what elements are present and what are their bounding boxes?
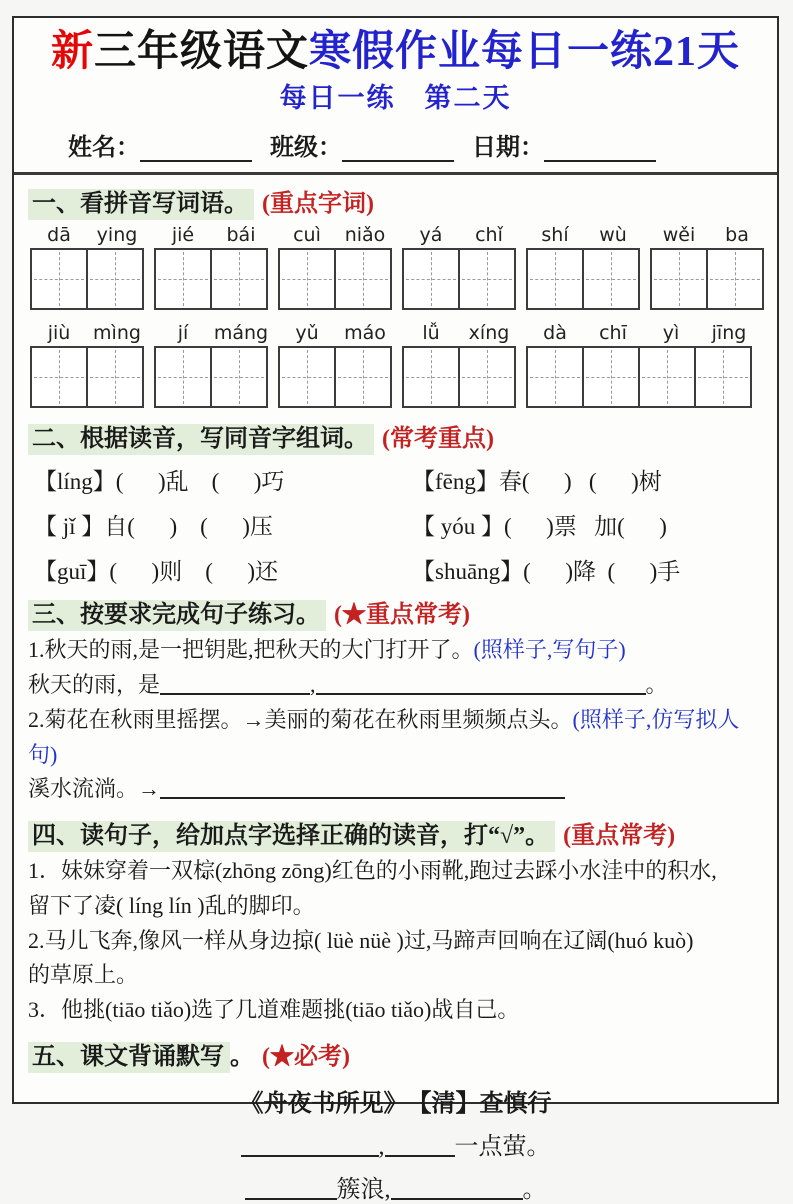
pinyin-word-group bbox=[402, 222, 518, 310]
text-line bbox=[28, 1169, 763, 1204]
section-text-recitation bbox=[28, 1036, 763, 1204]
section-heading bbox=[28, 1036, 763, 1071]
writing-cell bbox=[156, 250, 212, 308]
pinyin-labels bbox=[30, 222, 146, 248]
text-segment: 的草原上。 bbox=[28, 962, 139, 988]
pinyin-labels bbox=[154, 320, 270, 346]
pinyin-word-group bbox=[30, 320, 146, 408]
page-title bbox=[28, 28, 763, 76]
writing-box bbox=[278, 346, 392, 408]
date-field bbox=[472, 127, 656, 162]
text-line bbox=[28, 1126, 763, 1161]
text-segment: (tiāo tiǎo)选了几道难题 bbox=[105, 997, 324, 1023]
name-field bbox=[68, 127, 252, 162]
pinyin-word-group bbox=[154, 320, 270, 408]
writing-cell bbox=[336, 348, 390, 406]
pinyin-labels bbox=[154, 222, 270, 248]
pinyin-row bbox=[30, 222, 763, 310]
text-segment: 。 bbox=[645, 672, 668, 698]
writing-cell bbox=[88, 250, 142, 308]
section-heading-text: 四、读句子，给加点字选择正确的读音，打“√”。 bbox=[28, 821, 555, 852]
text-segment: 秋天的雨，是 bbox=[28, 672, 161, 698]
writing-cell bbox=[708, 250, 762, 308]
text-segment: 簇浪, bbox=[336, 1176, 391, 1203]
text-segment: 。 bbox=[522, 1176, 547, 1203]
pinyin-labels bbox=[526, 320, 758, 346]
pinyin-label: yá bbox=[419, 224, 443, 247]
text-segment: 留下了 bbox=[28, 892, 95, 918]
writing-cell bbox=[528, 348, 584, 406]
writing-cell bbox=[460, 348, 514, 406]
pinyin-label: jí bbox=[177, 322, 189, 345]
header-divider bbox=[14, 172, 777, 175]
text-line bbox=[28, 703, 763, 773]
pinyin-label: jiù bbox=[47, 322, 71, 345]
section-pronunciation-choice bbox=[28, 815, 763, 1028]
writing-cell bbox=[88, 348, 142, 406]
writing-cell bbox=[32, 348, 88, 406]
text-line bbox=[28, 924, 763, 959]
pinyin-label: shí bbox=[541, 224, 569, 247]
pinyin-label: yǔ bbox=[295, 322, 319, 345]
writing-box bbox=[278, 248, 392, 310]
writing-cell bbox=[280, 250, 336, 308]
pinyin-label: yì bbox=[662, 322, 680, 345]
text-segment: (照样子,仿写拟人句) bbox=[28, 706, 740, 767]
pinyin-labels bbox=[30, 320, 146, 346]
pinyin-labels bbox=[278, 222, 394, 248]
section-heading bbox=[28, 815, 763, 850]
section-heading bbox=[28, 594, 763, 629]
pinyin-word-group bbox=[278, 222, 394, 310]
text-line bbox=[28, 889, 763, 924]
pinyin-word-group bbox=[650, 222, 766, 310]
pinyin-label: mìng bbox=[93, 322, 141, 345]
pinyin-label: niǎo bbox=[344, 224, 386, 247]
write-in-blank bbox=[140, 134, 252, 162]
pinyin-row bbox=[30, 320, 763, 408]
pinyin-word-group bbox=[154, 222, 270, 310]
pinyin-labels bbox=[278, 320, 394, 346]
pinyin-label: xíng bbox=[468, 322, 510, 345]
section-sentence-practice bbox=[28, 594, 763, 807]
section-tag: (★重点常考) bbox=[334, 602, 470, 629]
writing-cell bbox=[32, 250, 88, 308]
text-segment: 2.菊花在秋雨里摇摆。→美丽的菊花在秋雨里频频点头。 bbox=[28, 706, 573, 732]
section-homophones bbox=[28, 418, 763, 586]
pinyin-labels bbox=[402, 222, 518, 248]
write-in-blank bbox=[544, 134, 656, 162]
section-tag: (重点常考) bbox=[563, 823, 676, 850]
pinyin-writing-grid bbox=[28, 222, 763, 408]
text-segment: ( lüè nüè )过,马蹄声回响在辽 bbox=[314, 927, 586, 953]
class-field bbox=[270, 127, 454, 162]
writing-box bbox=[30, 248, 144, 310]
writing-box bbox=[650, 248, 764, 310]
pinyin-label: ba bbox=[725, 224, 749, 247]
pinyin-label: máng bbox=[213, 322, 269, 345]
text-segment: (huó kuò) bbox=[607, 927, 694, 953]
writing-cell bbox=[652, 250, 708, 308]
section-heading bbox=[28, 418, 763, 453]
writing-cell bbox=[280, 348, 336, 406]
writing-box bbox=[154, 346, 268, 408]
page-subtitle: 每日一练 第二天 bbox=[279, 83, 512, 114]
writing-cell bbox=[696, 348, 750, 406]
pinyin-label: dā bbox=[47, 224, 71, 247]
text-segment: 1.秋天的雨,是一把钥匙,把秋天的大门打开了。 bbox=[28, 637, 474, 663]
write-in-blank bbox=[316, 672, 646, 695]
writing-box bbox=[526, 346, 752, 408]
sentence-lines bbox=[28, 633, 763, 807]
pinyin-label: chī bbox=[599, 322, 627, 345]
section-heading-text: 一、看拼音写词语。 bbox=[28, 189, 254, 220]
pronunciation-lines bbox=[28, 854, 763, 1028]
writing-cell bbox=[460, 250, 514, 308]
text-segment: ( líng lín )乱的脚印。 bbox=[116, 892, 315, 918]
section-heading-text: 三、按要求完成句子练习。 bbox=[28, 600, 326, 631]
pinyin-label: wěi bbox=[662, 224, 696, 247]
section-tag: (常考重点) bbox=[382, 426, 494, 453]
writing-cell bbox=[640, 348, 696, 406]
text-line bbox=[28, 993, 763, 1028]
pinyin-word-group bbox=[30, 222, 146, 310]
pinyin-label: dà bbox=[543, 322, 567, 345]
writing-cell bbox=[404, 250, 460, 308]
write-in-blank bbox=[385, 1132, 455, 1157]
text-line bbox=[28, 668, 763, 703]
pinyin-label: jīng bbox=[711, 322, 747, 345]
text-line bbox=[28, 772, 763, 807]
pinyin-label: chǐ bbox=[475, 224, 503, 247]
writing-cell bbox=[212, 348, 266, 406]
writing-cell bbox=[528, 250, 584, 308]
dotted-character: 挑 • bbox=[83, 997, 105, 1022]
writing-box bbox=[154, 248, 268, 310]
pinyin-label: máo bbox=[344, 322, 386, 345]
writing-box bbox=[402, 248, 516, 310]
homophone-left: 【 jǐ 】自( ) ( )压 bbox=[34, 514, 273, 540]
dotted-character: 棕 • bbox=[193, 858, 215, 883]
dotted-character: 掠 • bbox=[292, 928, 314, 953]
pinyin-labels bbox=[650, 222, 766, 248]
pinyin-word-group bbox=[278, 320, 394, 408]
worksheet-page bbox=[12, 16, 779, 1203]
writing-cell bbox=[404, 348, 460, 406]
title-part: 寒假作业每日一练21天 bbox=[309, 29, 741, 75]
section-pinyin-words bbox=[28, 183, 763, 408]
section-heading-suffix: 。 bbox=[230, 1043, 254, 1070]
text-line bbox=[28, 958, 763, 993]
pinyin-labels bbox=[402, 320, 518, 346]
text-segment: , bbox=[378, 1133, 385, 1160]
text-segment: , bbox=[310, 672, 316, 698]
section-heading bbox=[28, 183, 763, 218]
section-tag: (★必考) bbox=[262, 1043, 350, 1070]
text-line bbox=[28, 854, 763, 889]
student-info-row bbox=[68, 127, 763, 162]
section-tag: (重点字词) bbox=[262, 191, 374, 218]
title-part: 新 bbox=[50, 29, 94, 75]
pinyin-word-group bbox=[526, 222, 642, 310]
poem-lines bbox=[28, 1126, 763, 1204]
text-segment: 3．他 bbox=[28, 997, 84, 1023]
pinyin-label: jié bbox=[171, 224, 195, 247]
section-heading-text: 二、根据读音，写同音字组词。 bbox=[28, 424, 374, 455]
homophone-right: 【shuāng】( )降 ( )手 bbox=[412, 559, 681, 585]
writing-box bbox=[30, 346, 144, 408]
poem-title: 《舟夜书所见》 【清】查慎行 bbox=[239, 1090, 552, 1117]
pinyin-label: ying bbox=[96, 224, 138, 247]
writing-box bbox=[402, 346, 516, 408]
homophone-grid bbox=[34, 463, 763, 586]
write-in-blank bbox=[160, 776, 565, 799]
write-in-blank bbox=[342, 134, 454, 162]
dotted-character: 挑 • bbox=[323, 997, 345, 1022]
text-segment: 一点萤。 bbox=[454, 1133, 551, 1160]
text-line bbox=[28, 633, 763, 668]
writing-cell bbox=[212, 250, 266, 308]
writing-cell bbox=[584, 250, 638, 308]
writing-cell bbox=[156, 348, 212, 406]
homophone-right: 【 yóu 】( )票 加( ) bbox=[412, 514, 667, 540]
text-segment: 2.马儿飞奔,像风一样从身边 bbox=[28, 927, 293, 953]
write-in-blank bbox=[391, 1175, 523, 1200]
write-in-blank bbox=[241, 1132, 379, 1157]
writing-cell bbox=[584, 348, 640, 406]
homophone-right: 【fēng】春( ) ( )树 bbox=[412, 469, 662, 495]
pinyin-label: cuì bbox=[293, 224, 321, 247]
text-segment: (zhōng zōng)红色的小雨靴,跑过去踩小水洼中的积水, bbox=[215, 858, 717, 884]
title-part: 三年级语文 bbox=[93, 29, 309, 75]
pinyin-labels bbox=[526, 222, 642, 248]
write-in-blank bbox=[245, 1175, 337, 1200]
pinyin-label: bái bbox=[226, 224, 256, 247]
pinyin-word-group bbox=[402, 320, 518, 408]
pinyin-label: lǚ bbox=[422, 322, 440, 345]
text-segment: 1．妹妹穿着一双 bbox=[28, 858, 194, 884]
section-heading-text: 五、课文背诵默写 bbox=[28, 1042, 230, 1073]
info-label: 姓名： bbox=[68, 135, 140, 162]
pinyin-label: wù bbox=[599, 224, 627, 247]
info-label: 日期： bbox=[472, 135, 544, 162]
info-label: 班级： bbox=[270, 135, 342, 162]
homophone-left: 【guī】( )则 ( )还 bbox=[34, 559, 279, 585]
writing-cell bbox=[336, 250, 390, 308]
dotted-character: 凌 • bbox=[94, 893, 116, 918]
writing-box bbox=[526, 248, 640, 310]
text-segment: (照样子,写句子) bbox=[473, 637, 626, 663]
text-segment: (tiāo tiǎo)战自己。 bbox=[345, 997, 520, 1023]
text-segment: 溪水流淌。→ bbox=[28, 776, 161, 802]
write-in-blank bbox=[160, 672, 310, 695]
dotted-character: 阔 • bbox=[585, 928, 607, 953]
homophone-left: 【líng】( )乱 ( )巧 bbox=[34, 469, 285, 495]
pinyin-word-group bbox=[526, 320, 758, 408]
